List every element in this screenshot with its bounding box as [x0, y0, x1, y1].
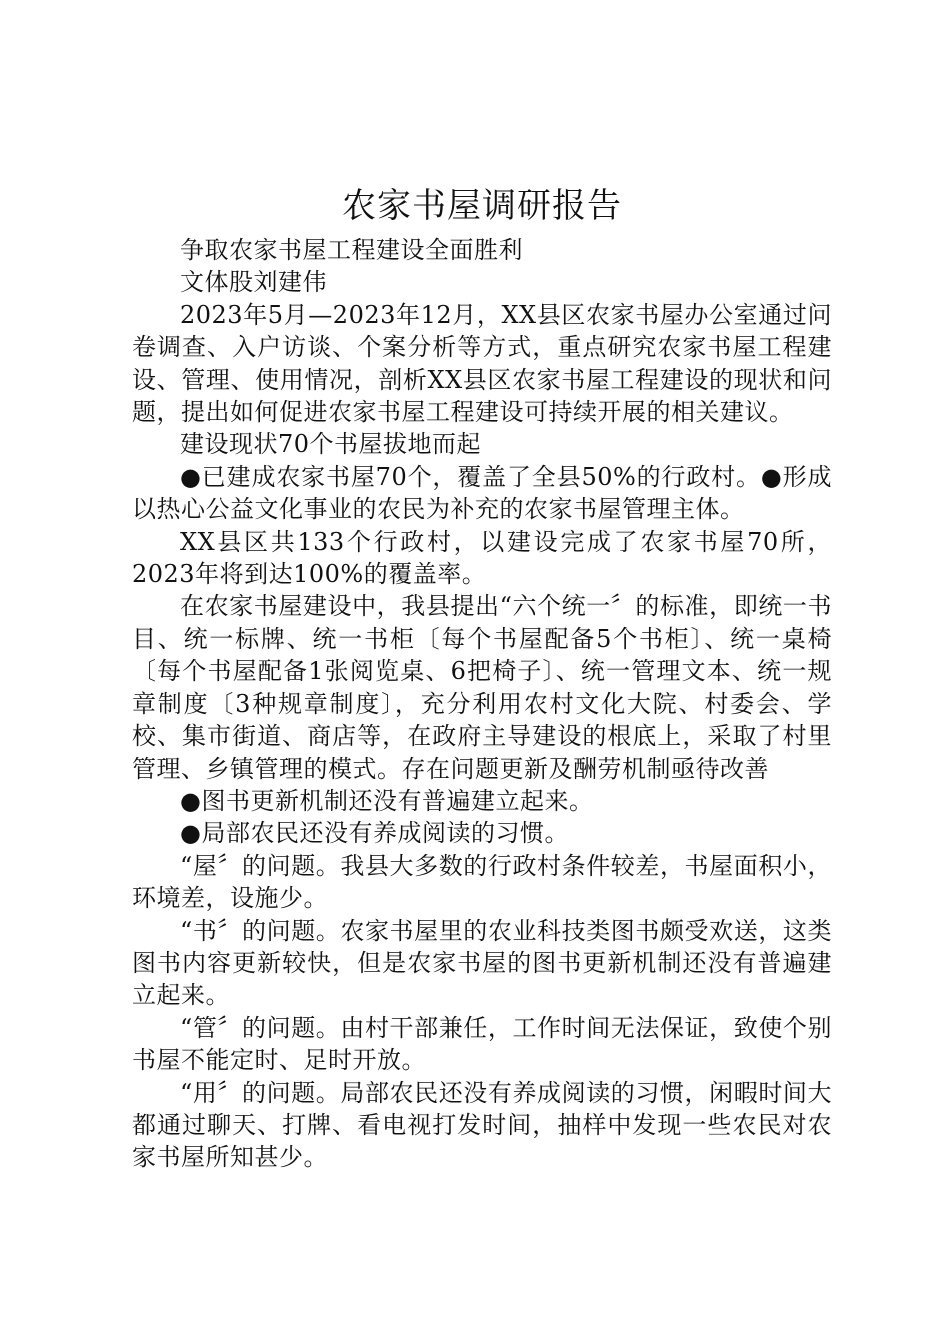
body-paragraph: ●已建成农家书屋70个，覆盖了全县50%的行政村。●形成以热心公益文化事业的农民为补充的农家书屋管理主体。: [132, 462, 832, 524]
body-paragraph: “用〞的问题。局部农民还没有养成阅读的习惯，闲暇时间大都通过聊天、打牌、看电视打发时间，抽样中发现一些农民对农家书屋所知甚少。: [132, 1078, 832, 1172]
body-paragraph: XX县区共133个行政村，以建设完成了农家书屋70所，2023年将到达100%的覆盖率。: [132, 527, 832, 589]
section-heading-status: 建设现状70个书屋拔地而起: [180, 430, 482, 459]
bullet-paragraph: ●图书更新机制还没有普遍建立起来。: [180, 786, 594, 815]
body-paragraph: “屋〞的问题。我县大多数的行政村条件较差，书屋面积小，环境差，设施少。: [132, 851, 832, 913]
subtitle-paragraph: 争取农家书屋工程建设全面胜利: [180, 236, 523, 264]
body-paragraph: 在农家书屋建设中，我县提出“六个统一〞的标准，即统一书目、统一标牌、统一书柜〔每个书屋配备5个书柜〕、统一桌椅〔每个书屋配备1张阅览桌、6把椅子〕、统一管理文本、统一规章制度〔3种规章制度〕，充分利用农村文化大院、村委会、学校、集市街道、商店等，在政府主导建设的根底上，采取了村里管理、乡镇管理的模式。存在问题更新及酬劳机制亟待改善: [132, 592, 832, 783]
document-page: [132, 184, 832, 1174]
bullet-paragraph: ●局部农民还没有养成阅读的习惯。: [180, 819, 569, 848]
body-paragraph: “管〞的问题。由村干部兼任，工作时间无法保证，致使个别书屋不能定时、足时开放。: [132, 1013, 832, 1075]
intro-paragraph: 2023年5月—2023年12月，XX县区农家书屋办公室通过问卷调查、入户访谈、个案分析等方式，重点研究农家书屋工程建设、管理、使用情况，剖析XX县区农家书屋工程建设的现状和问题，提出如何促进农家书屋工程建设可持续开展的相关建议。: [132, 300, 832, 427]
author-line: 文体股刘建伟: [180, 268, 327, 297]
body-paragraph: “书〞的问题。农家书屋里的农业科技类图书颇受欢送，这类图书内容更新较快，但是农家书屋的图书更新机制还没有普遍建立起来。: [132, 916, 832, 1010]
document-title: 农家书屋调研报告: [342, 186, 622, 226]
